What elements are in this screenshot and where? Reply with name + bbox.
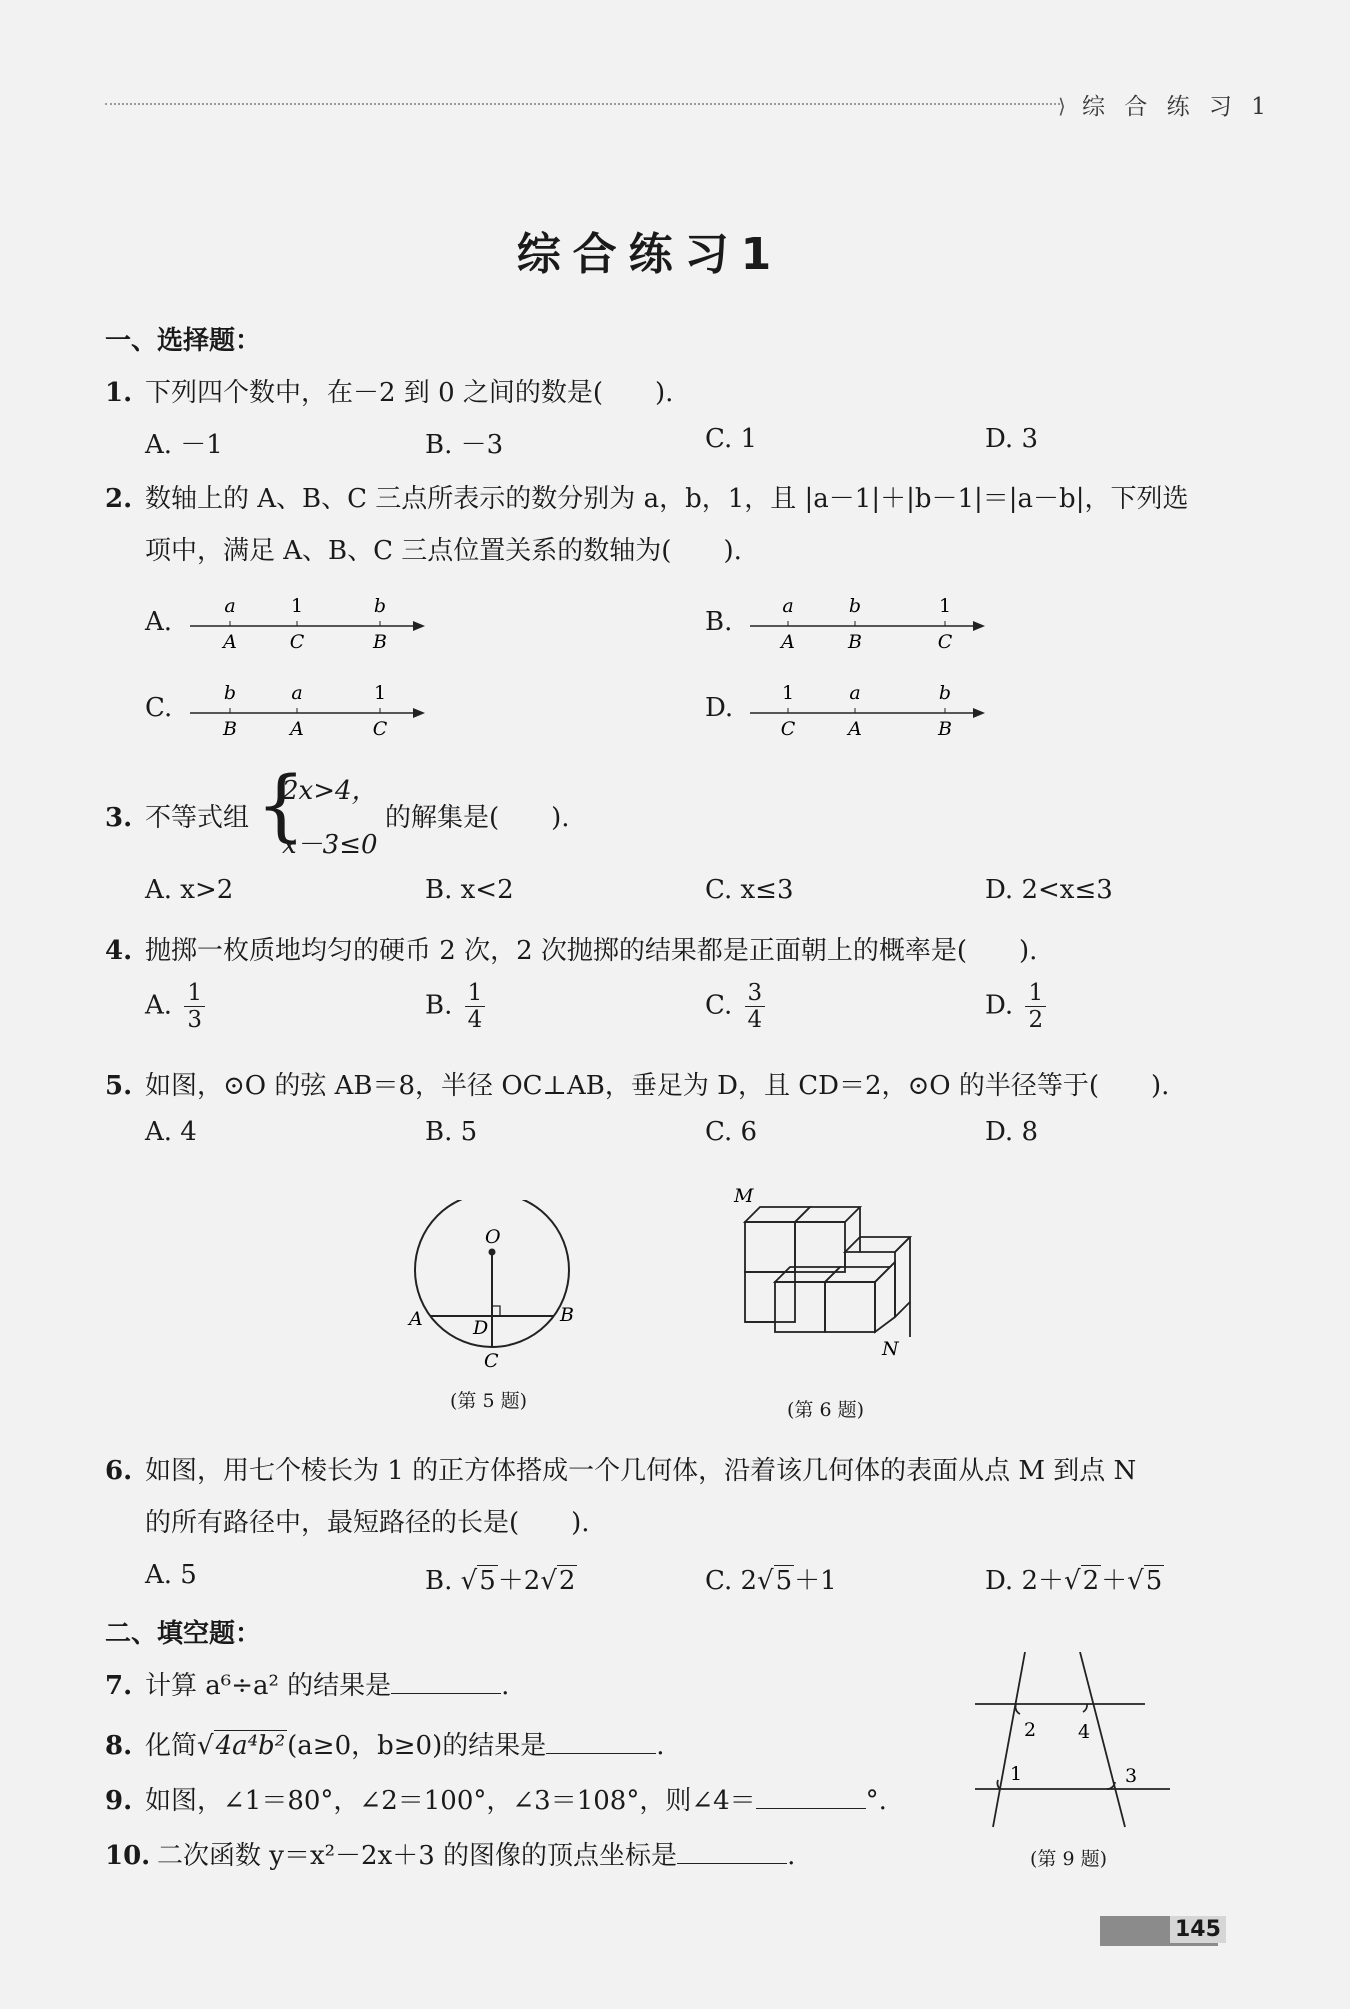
q5-option-b: B. 5 (425, 1117, 478, 1147)
question-text: 二次函数 y＝x²－2x＋3 的图像的顶点坐标是 (157, 1841, 678, 1871)
tick-top-label: b (223, 682, 237, 704)
tick-bottom-label: C (937, 631, 953, 653)
label-o: O (485, 1226, 501, 1248)
system-brace: { (256, 761, 306, 851)
tick-bottom-label: C (372, 718, 388, 740)
option-letter: A. (145, 990, 173, 1021)
figure-9-angles (975, 1652, 1175, 1852)
question-9: 9. 如图，∠1＝80°，∠2＝100°，∠3＝108°，则∠4＝ °. (105, 1786, 887, 1816)
q2-option-c-letter: C. (145, 693, 173, 723)
q2-option-d-letter: D. (705, 693, 734, 723)
q6-option-a: A. 5 (145, 1560, 197, 1590)
q6-option-b: B. √5＋2√2 (425, 1566, 576, 1596)
fraction: $\frac{3}{4}$ (745, 980, 766, 1033)
label-b: B (560, 1304, 574, 1326)
label-n: N (882, 1338, 899, 1360)
label-a: A (409, 1308, 423, 1330)
answer-blank[interactable] (391, 1673, 501, 1694)
q4-option-d (985, 980, 1046, 1033)
tick-bottom-label: B (373, 631, 387, 653)
figure-5-caption: (第 5 题) (450, 1390, 527, 1412)
header-arrow-icon: ⟩ (1058, 94, 1066, 118)
question-number: 1. (105, 378, 133, 408)
tick-bottom-label: B (938, 718, 952, 740)
question-6 (105, 1450, 1136, 1487)
question-number: 5. (105, 1071, 133, 1101)
option-letter: C. (705, 990, 733, 1021)
figure-6-caption: (第 6 题) (787, 1399, 864, 1421)
answer-blank[interactable] (677, 1843, 787, 1864)
tick-bottom-label: A (848, 718, 862, 740)
question-3-suffix: 的解集是( ). (385, 803, 570, 833)
label-m: M (734, 1185, 754, 1207)
question-text: 下列四个数中，在－2 到 0 之间的数是( ). (145, 378, 674, 408)
q2-number-line-c (185, 677, 435, 749)
question-text: 化简 (145, 1731, 198, 1761)
tick-top-label: 1 (290, 595, 304, 617)
radicand: 4a⁴b² (215, 1731, 286, 1761)
tick-bottom-label: B (848, 631, 862, 653)
answer-blank[interactable] (546, 1733, 656, 1754)
question-2-line2: 项中，满足 A、B、C 三点位置关系的数轴为( ). (145, 536, 742, 566)
q2-number-line-d (745, 677, 995, 749)
figure-6-cubes (730, 1180, 930, 1360)
tick-top-label: 1 (373, 682, 387, 704)
q3-option-a: A. x>2 (145, 875, 234, 905)
q4-option-c (705, 980, 765, 1033)
question-text-line1: 如图，用七个棱长为 1 的正方体搭成一个几何体，沿着该几何体的表面从点 M 到点 N (145, 1456, 1137, 1486)
tick-bottom-label: A (290, 718, 304, 740)
q1-option-c: C. 1 (705, 424, 758, 454)
question-3-prefix (105, 797, 249, 834)
figure-5-circle (395, 1200, 595, 1375)
question-text: 抛掷一枚质地均匀的硬币 2 次，2 次抛掷的结果都是正面朝上的概率是( ). (145, 936, 1038, 966)
option-letter: D. (985, 990, 1014, 1021)
running-title: 综 合 练 习 1 (1082, 94, 1272, 120)
q1-option-d: D. 3 (985, 424, 1038, 454)
question-1 (105, 372, 673, 409)
question-8: 8. 化简√4a⁴b²(a≥0，b≥0)的结果是 . (105, 1731, 665, 1761)
q3-option-b: B. x<2 (425, 875, 514, 905)
system-inequality-1: 2x>4， (282, 776, 378, 806)
fraction: $\frac{1}{3}$ (184, 980, 205, 1033)
option-letter: B. (425, 990, 453, 1021)
q1-option-a: A. －1 (145, 430, 223, 460)
q4-option-a (145, 980, 205, 1033)
tick-top-label: a (782, 595, 794, 617)
tick-top-label: 1 (938, 595, 952, 617)
label-d: D (473, 1317, 489, 1339)
tick-top-label: a (291, 682, 303, 704)
question-text: 如图，∠1＝80°，∠2＝100°，∠3＝108°，则∠4＝ (145, 1786, 756, 1816)
q2-option-a-letter: A. (145, 607, 173, 637)
question-4 (105, 930, 1037, 967)
q6-option-c: C. 2√5＋1 (705, 1566, 837, 1596)
q4-option-b (425, 980, 485, 1033)
question-number: 6. (105, 1456, 133, 1486)
question-number: 7. (105, 1671, 133, 1701)
figure-9-caption: (第 9 题) (1030, 1848, 1107, 1870)
question-number: 3. (105, 803, 133, 833)
fraction: $\frac{1}{4}$ (465, 980, 486, 1033)
angle-label-4: 4 (1078, 1721, 1091, 1743)
tick-bottom-label: B (223, 718, 237, 740)
angle-label-3: 3 (1125, 1765, 1138, 1787)
q2-number-line-a (185, 590, 435, 662)
question-7: 7. 计算 a⁶÷a² 的结果是 . (105, 1671, 510, 1701)
tick-top-label: a (224, 595, 236, 617)
label-c: C (484, 1350, 499, 1372)
question-number: 4. (105, 936, 133, 966)
q2-option-b-letter: B. (705, 607, 733, 637)
q5-option-d: D. 8 (985, 1117, 1038, 1147)
tick-bottom-label: C (780, 718, 796, 740)
question-number: 10. (105, 1841, 151, 1871)
question-2 (105, 478, 1188, 515)
tick-bottom-label: A (223, 631, 237, 653)
question-6-line2: 的所有路径中，最短路径的长是( ). (145, 1508, 590, 1538)
tick-top-label: a (849, 682, 861, 704)
question-text: 如图，⊙O 的弦 AB＝8，半径 OC⊥AB，垂足为 D，且 CD＝2，⊙O 的半径等于( ). (145, 1071, 1170, 1101)
tick-bottom-label: A (781, 631, 795, 653)
question-text: 不等式组 (145, 803, 250, 833)
angle-label-2: 2 (1024, 1719, 1037, 1741)
page-title: 综合练习1 (516, 229, 784, 280)
q2-number-line-b (745, 590, 995, 662)
tick-top-label: b (938, 682, 952, 704)
q1-option-b: B. －3 (425, 430, 504, 460)
tick-top-label: 1 (781, 682, 795, 704)
system-inequality-2: x－3≤0 (282, 830, 378, 860)
question-number: 8. (105, 1731, 133, 1761)
tick-top-label: b (848, 595, 862, 617)
question-number: 9. (105, 1786, 133, 1816)
tick-bottom-label: C (289, 631, 305, 653)
header-dotted-rule (105, 103, 1060, 105)
q5-option-a: A. 4 (145, 1117, 197, 1147)
answer-blank[interactable] (756, 1788, 866, 1809)
section-heading-choice: 一、选择题： (105, 326, 262, 356)
fraction: $\frac{1}{2}$ (1025, 980, 1046, 1033)
question-text: 计算 a⁶÷a² 的结果是 (145, 1671, 392, 1701)
question-number: 2. (105, 484, 133, 514)
question-10: 10. 二次函数 y＝x²－2x＋3 的图像的顶点坐标是 . (105, 1841, 796, 1871)
tick-top-label: b (373, 595, 387, 617)
page-number: 145 (1170, 1916, 1226, 1943)
q6-option-d: D. 2＋√2＋√5 (985, 1566, 1163, 1596)
q5-option-c: C. 6 (705, 1117, 758, 1147)
question-5 (105, 1065, 1169, 1102)
q3-option-c: C. x≤3 (705, 875, 794, 905)
angle-label-1: 1 (1010, 1763, 1023, 1785)
section-heading-fill: 二、填空题： (105, 1619, 262, 1649)
question-text-line1: 数轴上的 A、B、C 三点所表示的数分别为 a，b，1，且 |a－1|＋|b－1|＝|a－b|，下列选 (145, 484, 1189, 514)
q3-option-d: D. 2<x≤3 (985, 875, 1113, 905)
